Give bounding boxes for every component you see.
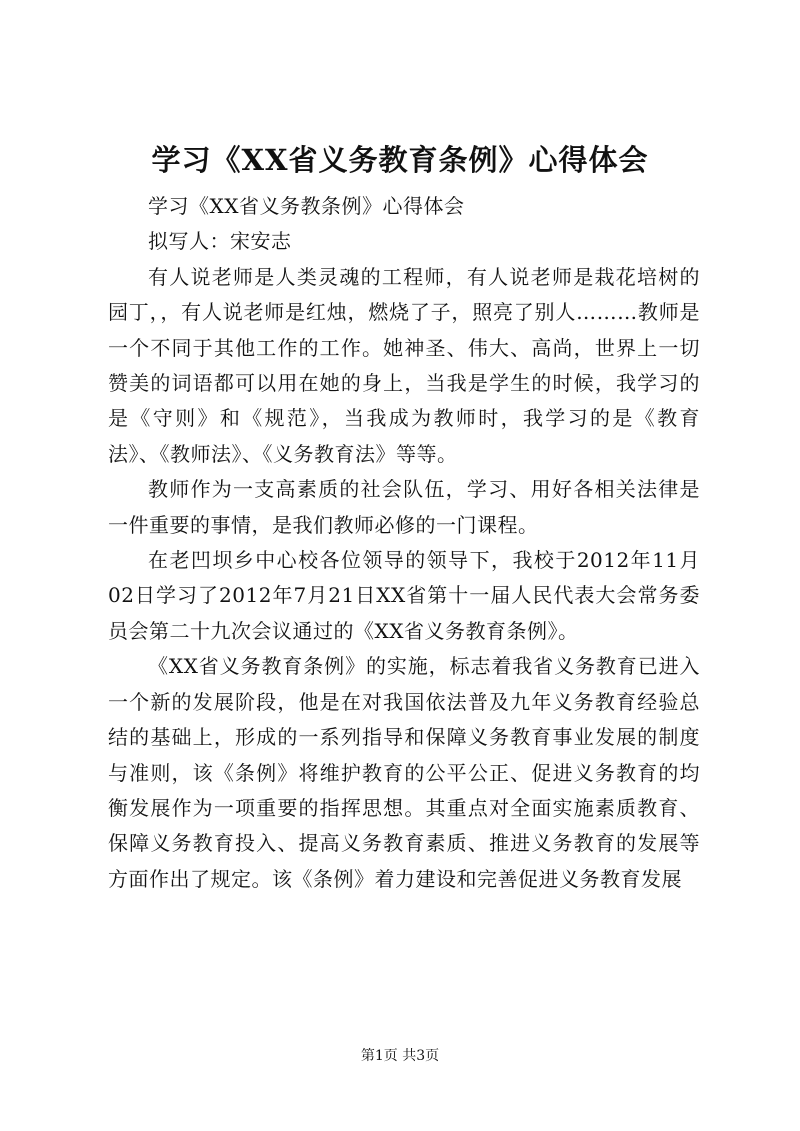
document-title: 学习《XX省义务教育条例》心得体会 — [151, 143, 649, 177]
document-body — [108, 189, 700, 897]
body-paragraph: 有人说老师是人类灵魂的工程师，有人说老师是栽花培树的园丁，，有人说老师是红烛，燃烧了子，照亮了别人………教师是一个不同于其他工作的工作。她神圣、伟大、高尚，世界上一切赞美的词语都可以用在她的身上，当我是学生的时候，我学习的是《守则》和《规范》，当我成为教师时，我学习的是《教育法》、《教师法》、《义务教育法》等等。 — [108, 264, 700, 466]
page-footer: 第1页 共3页 — [360, 1048, 440, 1064]
author-paragraph: 拟写人：宋安志 — [148, 229, 292, 254]
body-paragraph: 教师作为一支高素质的社会队伍，学习、用好各相关法律是一件重要的事情，是我们教师必修的一门课程。 — [108, 477, 700, 537]
body-paragraph: 在老凹坝乡中心校各位领导的领导下，我校于2012年11月02日学习了2012年7月21日XX省第十一届人民代表大会常务委员会第二十九次会议通过的《XX省义务教育条例》。 — [108, 548, 700, 643]
body-paragraph: 《XX省义务教育条例》的实施，标志着我省义务教育已进入一个新的发展阶段，他是在对我国依法普及九年义务教育经验总结的基础上，形成的一系列指导和保障义务教育事业发展的制度与准则，该《条例》将维护教育的公平公正、促进义务教育的均衡发展作为一项重要的指挥思想。其重点对全面实施素质教育、保障义务教育投入、提高义务教育素质、推进义务教育的发展等方面作出了规定。该《条例》着力建设和完善促进义务教育发展 — [108, 654, 700, 891]
subtitle-paragraph: 学习《XX省义务教条例》心得体会 — [148, 194, 465, 218]
